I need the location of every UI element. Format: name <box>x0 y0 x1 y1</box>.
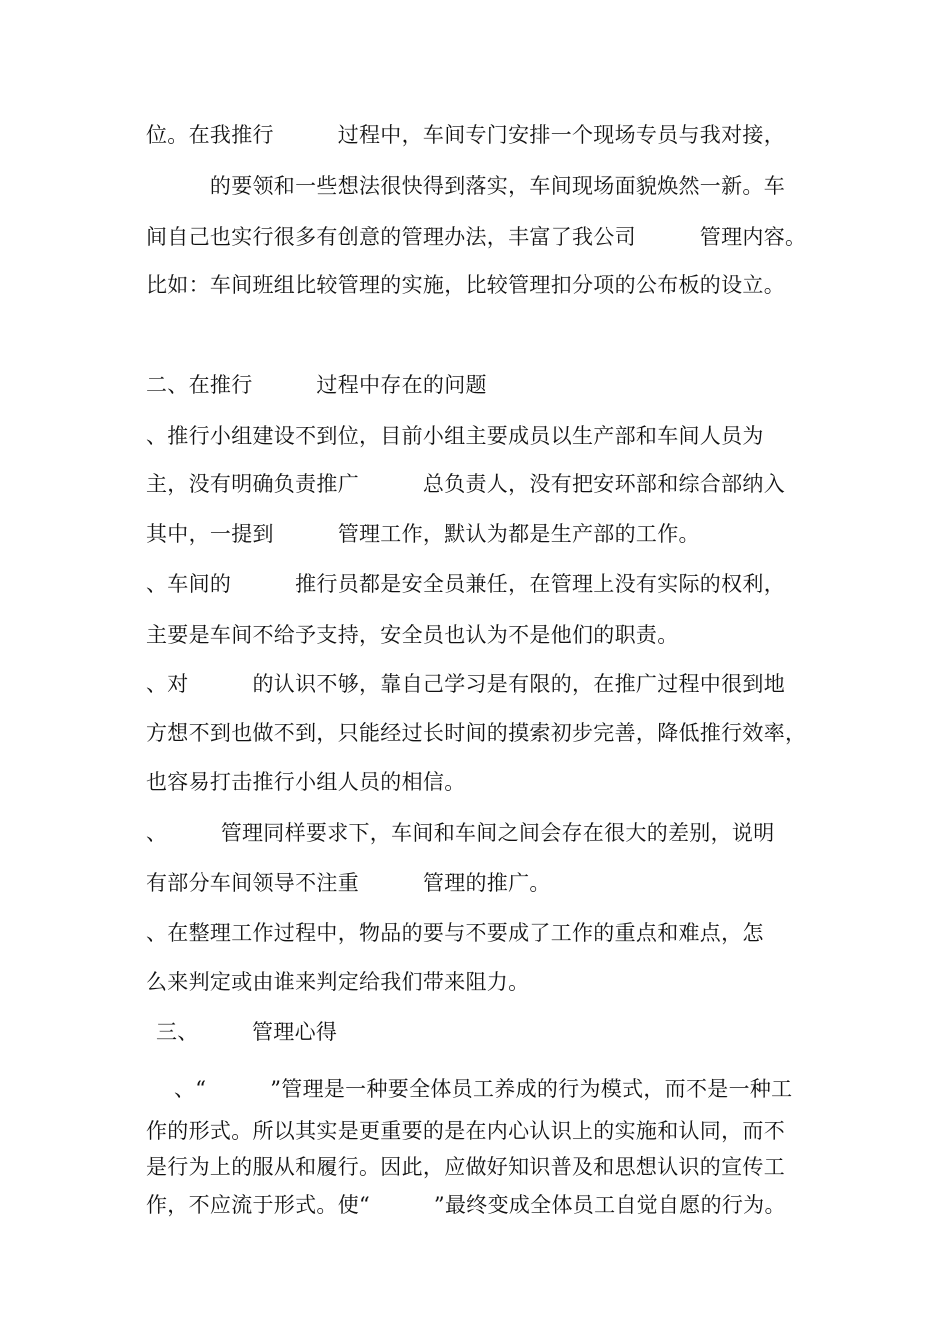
paragraph-line: 作，不应流于形式。使“ ”最终变成全体员工自觉自愿的行为。 <box>146 1193 786 1217</box>
paragraph-line: 的要领和一些想法很快得到落实，车间现场面貌焕然一新。车 <box>146 174 785 198</box>
paragraph-line: 主，没有明确负责推广 总负责人，没有把安环部和综合部纳入 <box>146 472 785 496</box>
section-heading: 二、在推行 过程中存在的问题 <box>146 373 487 397</box>
paragraph-line: 、对 的认识不够，靠自己学习是有限的，在推广过程中很到地 <box>146 672 785 696</box>
paragraph-line: 、车间的 推行员都是安全员兼任，在管理上没有实际的权利， <box>146 572 785 596</box>
paragraph-line: 么来判定或由谁来判定给我们带来阻力。 <box>146 970 530 994</box>
paragraph-line: 作的形式。所以其实是更重要的是在内心认识上的实施和认同，而不 <box>146 1119 785 1143</box>
paragraph-line: 是行为上的服从和履行。因此，应做好知识普及和思想认识的宣传工 <box>146 1155 785 1179</box>
paragraph-line: 方想不到也做不到，只能经过长时间的摸索初步完善，降低推行效率， <box>146 721 807 745</box>
paragraph-line: 位。在我推行 过程中，车间专门安排一个现场专员与我对接， <box>146 123 785 147</box>
paragraph-line: 、在整理工作过程中，物品的要与不要成了工作的重点和难点，怎 <box>146 921 764 945</box>
paragraph-line: 有部分车间领导不注重 管理的推广。 <box>146 871 551 895</box>
paragraph-line: 、推行小组建设不到位，目前小组主要成员以生产部和车间人员为 <box>146 424 764 448</box>
paragraph-line: 、“ ”管理是一种要全体员工养成的行为模式，而不是一种工 <box>174 1077 793 1101</box>
paragraph-line: 其中，一提到 管理工作，默认为都是生产部的工作。 <box>146 522 700 546</box>
paragraph-line: 、 管理同样要求下，车间和车间之间会存在很大的差别，说明 <box>146 821 775 845</box>
paragraph-line: 主要是车间不给予支持，安全员也认为不是他们的职责。 <box>146 623 679 647</box>
section-heading: 三、 管理心得 <box>156 1020 338 1044</box>
paragraph-line: 比如：车间班组比较管理的实施，比较管理扣分项的公布板的设立。 <box>146 273 785 297</box>
paragraph-line: 间自己也实行很多有创意的管理办法，丰富了我公司 管理内容。 <box>146 225 807 249</box>
paragraph-line: 也容易打击推行小组人员的相信。 <box>146 770 466 794</box>
